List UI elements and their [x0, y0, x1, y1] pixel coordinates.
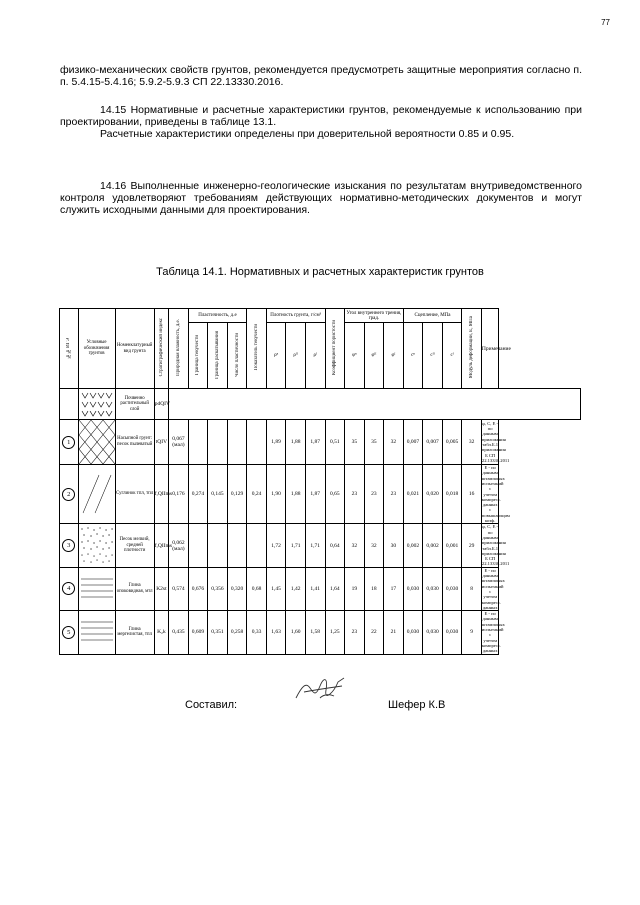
- phi-2: 23: [364, 465, 384, 524]
- c-n: 0,021: [403, 465, 423, 524]
- phi-2: 22: [364, 611, 384, 654]
- row-note: φ, C, E - по данным приложения табл.Б.1 приложения Б СП 22.13330.2011: [481, 420, 510, 463]
- strat-index: f,QIIms: [154, 524, 168, 567]
- header-num: №№ИГЭ: [60, 309, 79, 389]
- row-index: 3: [60, 524, 79, 567]
- modulus: 8: [462, 567, 482, 610]
- c-1: 0,001: [442, 524, 462, 567]
- rho-2: 1,88: [286, 465, 306, 524]
- header-rho-1: ρᴵ: [305, 323, 325, 389]
- compiled-by-label: Составил:: [185, 699, 238, 711]
- signer-name: Шефер К.В: [388, 699, 446, 711]
- phi-n: 32: [345, 524, 365, 567]
- ip: [227, 420, 247, 465]
- rho-2: 1,88: [286, 420, 306, 465]
- fill-pattern-icon: [79, 420, 115, 464]
- c-1: 0,005: [442, 420, 462, 465]
- soil-symbol: [78, 389, 115, 420]
- rho-1: 1,58: [305, 611, 325, 654]
- ip: 0,258: [227, 611, 247, 654]
- header-symbol: Условные обозначения грунтов: [78, 309, 115, 389]
- phi-1: 21: [384, 611, 404, 654]
- header-porosity: Коэффициент пористости: [325, 309, 345, 389]
- phi-1: 17: [384, 567, 404, 610]
- empty-cell: [169, 389, 581, 420]
- rho-n: 1,72: [266, 524, 286, 567]
- strat-index: K2st: [154, 567, 168, 610]
- soil-characteristics-table: [59, 308, 581, 655]
- header-moisture: Природная влажность, д.е.: [169, 309, 189, 389]
- c-n: 0,007: [403, 420, 423, 465]
- soil-name: Глина мергелистая, тпл: [115, 611, 154, 654]
- row-index: 5: [60, 611, 79, 654]
- w-plastic: 0,351: [208, 611, 228, 654]
- soil-symbol: [78, 524, 115, 567]
- moisture: 0,574: [169, 567, 189, 610]
- moisture: 0,062 (мал): [169, 524, 189, 567]
- rho-1: 1,41: [305, 567, 325, 610]
- porosity: 0,65: [325, 465, 345, 524]
- il: 0,33: [247, 611, 267, 654]
- header-angle-group: Угол внутреннего трения, град.: [346, 310, 402, 321]
- w-liquid: 0,676: [188, 567, 208, 610]
- header-phi-n: φⁿ: [345, 323, 365, 389]
- soil-symbol: [78, 465, 115, 524]
- ip: 0,320: [227, 567, 247, 610]
- strat-index: tQIV: [154, 420, 168, 465]
- topsoil-pattern-icon: [79, 389, 115, 419]
- header-ip: Число пластичности: [227, 323, 247, 389]
- row-note: E - по данным штамповых испытаний с учетом компресс. данных: [481, 567, 505, 610]
- c-2: 0,030: [423, 567, 443, 610]
- phi-2: 35: [364, 420, 384, 465]
- row-index: 2: [60, 465, 79, 524]
- porosity: 0,64: [325, 524, 345, 567]
- phi-2: 18: [364, 567, 384, 610]
- strat-index: pdQIV: [154, 389, 168, 420]
- header-name: Номенклатурный вид грунта: [115, 309, 154, 389]
- moisture: 0,067 (мал): [169, 420, 189, 465]
- c-2: 0,020: [423, 465, 443, 524]
- row-note: E - по данным штамповых испытаний с учетом компресс. данных с повышающим коэф.: [481, 465, 510, 524]
- modulus: 16: [462, 465, 482, 524]
- header-c-2: cᴵᴵ: [423, 323, 443, 389]
- moisture: 0,435: [169, 611, 189, 654]
- soil-name: Глина опоковидная, мтл: [115, 567, 154, 610]
- row-note: φ, C, E - по данным приложения табл.Б.1 приложения Б СП 22.13330.2011: [481, 524, 510, 567]
- porosity: 0,51: [325, 420, 345, 465]
- page-number: 77: [601, 18, 610, 27]
- rho-n: 1,89: [266, 420, 286, 465]
- paragraph-14-15: 14.15 Нормативные и расчетные характеристики грунтов, рекомендуемые к использованию при проектировании, приведены в таблице 13.1.: [60, 104, 582, 128]
- w-plastic: [208, 524, 228, 567]
- phi-1: 30: [384, 524, 404, 567]
- strat-index: K₂k: [154, 611, 168, 654]
- table-row: [60, 389, 581, 420]
- rho-1: 1,87: [305, 420, 325, 465]
- modulus: 29: [462, 524, 482, 567]
- soil-symbol: [78, 611, 115, 654]
- clay-pattern-icon: [79, 574, 115, 604]
- rho-n: 1,90: [266, 465, 286, 524]
- soil-symbol: [78, 567, 115, 610]
- c-2: 0,002: [423, 524, 443, 567]
- rho-2: 1,60: [286, 611, 306, 654]
- w-liquid: [188, 420, 208, 465]
- modulus: 32: [462, 420, 482, 465]
- c-n: 0,030: [403, 611, 423, 654]
- header-w-liquid: Граница текучести: [188, 323, 208, 389]
- table-row: [60, 567, 581, 610]
- row-index: 1: [60, 420, 79, 465]
- header-phi-2: φᴵᴵ: [364, 323, 384, 389]
- paragraph-protective-measures: физико-механических свойств грунтов, рекомендуется предусмотреть защитные мероприятия согласно п. п. 5.4.15-5.4.16; 5.9.2-5.9.3 СП 22.13330.2016.: [60, 64, 582, 88]
- header-cohesion-group: Сцепление, МПа: [403, 309, 462, 323]
- header-c-n: cⁿ: [403, 323, 423, 389]
- c-n: 0,002: [403, 524, 423, 567]
- ip: [227, 524, 247, 567]
- w-liquid: 0,274: [188, 465, 208, 524]
- header-w-plastic: Граница раскатывания: [208, 323, 228, 389]
- c-1: 0,018: [442, 465, 462, 524]
- c-n: 0,030: [403, 567, 423, 610]
- ip: 0,129: [227, 465, 247, 524]
- phi-n: 23: [345, 465, 365, 524]
- table-row: [60, 420, 581, 465]
- rho-2: 1,42: [286, 567, 306, 610]
- il: 0,24: [247, 465, 267, 524]
- header-phi-1: φᴵ: [384, 323, 404, 389]
- rho-n: 1,63: [266, 611, 286, 654]
- paragraph-confidence: Расчетные характеристики определены при доверительной вероятности 0.85 и 0.95.: [100, 128, 515, 140]
- rho-n: 1,45: [266, 567, 286, 610]
- moisture: 0,176: [169, 465, 189, 524]
- w-plastic: 0,356: [208, 567, 228, 610]
- clay-pattern-icon: [79, 617, 115, 647]
- paragraph-14-16: 14.16 Выполненные инженерно-геологические изыскания по результатам внутриведомственного контроля удовлетворяют требованиям действующих нормативно-методических документов и могут служить исходными данными для проектирования.: [60, 180, 582, 216]
- header-plasticity-group: Пластичность, д.е: [188, 309, 247, 323]
- handwritten-signature-icon: [290, 672, 350, 704]
- il: 0,68: [247, 567, 267, 610]
- c-1: 0,030: [442, 611, 462, 654]
- header-il: Показатель текучести: [247, 309, 267, 389]
- soil-symbol: [78, 420, 115, 465]
- soil-name: Почвенно растительный слой: [115, 389, 154, 420]
- table-caption: Таблица 14.1. Нормативных и расчетных характеристик грунтов: [156, 266, 484, 278]
- table-row: [60, 465, 581, 524]
- c-2: 0,007: [423, 420, 443, 465]
- header-c-1: cᴵ: [442, 323, 462, 389]
- strat-index: f,QIIms: [154, 465, 168, 524]
- soil-name: Насыпной грунт: песок пылеватый: [115, 420, 154, 465]
- soil-name: Песок мелкий, средней плотности: [115, 524, 154, 567]
- c-2: 0,030: [423, 611, 443, 654]
- phi-n: 23: [345, 611, 365, 654]
- header-density-group: Плотность грунта, г/см³: [266, 309, 325, 323]
- soil-name: Суглинок тпл, тпл: [115, 465, 154, 524]
- loam-pattern-icon: [79, 473, 115, 515]
- header-rho-2: ρᴵᴵ: [286, 323, 306, 389]
- header-modulus: Модуль деформации, Е, МПа: [462, 309, 482, 389]
- table-row: [60, 524, 581, 567]
- porosity: 1,25: [325, 611, 345, 654]
- c-1: 0,030: [442, 567, 462, 610]
- w-liquid: 0,609: [188, 611, 208, 654]
- phi-1: 23: [384, 465, 404, 524]
- row-note: E - по данным штамповых испытаний с учетом компресс. данных: [481, 611, 505, 654]
- w-liquid: [188, 524, 208, 567]
- table-row: [60, 611, 581, 654]
- header-strat: Стратиграфический индекс: [154, 309, 168, 389]
- modulus: 9: [462, 611, 482, 654]
- sand-pattern-icon: [79, 525, 115, 567]
- w-plastic: [208, 420, 228, 465]
- header-notes: Примечание: [481, 309, 499, 389]
- porosity: 1,64: [325, 567, 345, 610]
- row-index: 4: [60, 567, 79, 610]
- row-index: [60, 389, 79, 420]
- phi-1: 32: [384, 420, 404, 465]
- phi-2: 32: [364, 524, 384, 567]
- il: [247, 524, 267, 567]
- header-rho-n: ρⁿ: [266, 323, 286, 389]
- rho-1: 1,71: [305, 524, 325, 567]
- w-plastic: 0,145: [208, 465, 228, 524]
- rho-1: 1,87: [305, 465, 325, 524]
- rho-2: 1,71: [286, 524, 306, 567]
- il: [247, 420, 267, 465]
- phi-n: 35: [345, 420, 365, 465]
- phi-n: 19: [345, 567, 365, 610]
